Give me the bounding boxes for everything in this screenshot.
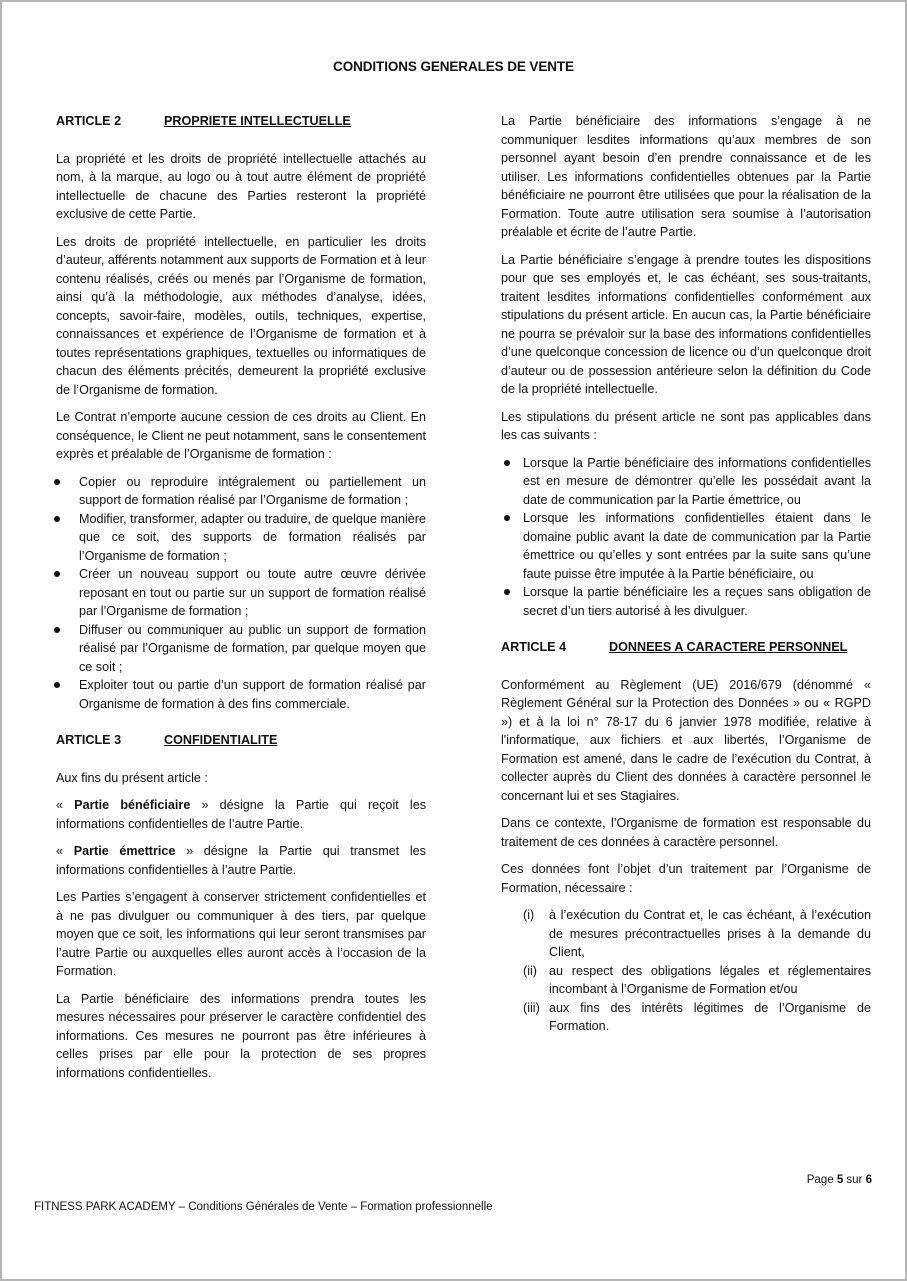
definition-text: » désigne la Partie qui reçoit les informations confidentielles de l’autre Partie. — [56, 798, 426, 831]
paragraph: Les Parties s’engagent à conserver strictement confidentielles et à ne pas divulguer ou communiquer à des tiers, par quelque moyen que ce soit, les informations qui leur seront transmises par l’autre Partie ou auxquelles elles auront accès à l’occasion de la Formation. — [56, 890, 426, 978]
paragraph: La propriété et les droits de propriété intellectuelle attachés au nom, à la marque, au logo ou à tout autre élément de propriété intellectuelle de chacune des Parties resteront la propriété exclusive de cette Partie. — [56, 151, 426, 221]
list-item-text: à l’exécution du Contrat et, le cas échéant, à l’exécution de mesures précontractuelles prises à la demande du Client, — [549, 908, 871, 959]
bullet-icon — [54, 571, 60, 577]
bullet-icon — [504, 589, 510, 595]
list-item-text: Exploiter tout ou partie d’un support de formation réalisé par Organisme de formation à des fins commerciale. — [79, 678, 426, 711]
footer-text: FITNESS PARK ACADEMY – Conditions Générales de Vente – Formation professionnelle — [34, 1201, 493, 1213]
list-marker: (ii) — [523, 963, 537, 978]
article-number: ARTICLE 4 — [501, 640, 567, 654]
list-item — [523, 962, 871, 999]
processing-purposes-list — [501, 906, 871, 1036]
article-title: DONNEES A CARACTERE PERSONNEL — [609, 640, 848, 654]
list-item-text: au respect des obligations légales et réglementaires incombant à l’Organisme de Formation et/ou — [549, 963, 871, 996]
bullet-icon — [504, 460, 510, 466]
article-4-heading — [501, 638, 871, 657]
article-number: ARTICLE 3 — [56, 733, 122, 747]
paragraph: Ces données font l’objet d’un traitement par l’Organisme de Formation, nécessaire : — [501, 862, 871, 895]
list-item-text: Créer un nouveau support ou toute autre œuvre dérivée reposant en tout ou partie sur un support de formation réalisé par l’Organisme de formation ; — [79, 567, 426, 618]
definition-text: » désigne la Partie qui transmet les informations confidentielles à l’autre Partie. — [56, 844, 426, 877]
defined-term: Partie bénéficiaire — [74, 798, 191, 812]
list-marker: (iii) — [523, 1000, 540, 1015]
right-column — [501, 112, 871, 1036]
definition-beneficiary — [56, 796, 426, 833]
quote-open: « — [56, 844, 74, 858]
list-item — [56, 473, 426, 510]
quote-open: « — [56, 798, 75, 812]
page-label: Page — [806, 1174, 837, 1186]
list-marker: (i) — [523, 908, 535, 922]
paragraph: Les stipulations du présent article ne sont pas applicables dans les cas suivants : — [501, 409, 871, 442]
paragraph: Conformément au Règlement (UE) 2016/679 (dénommé « Règlement Général sur la Protection des Données » ou « RGPD ») et à la loi n° 78-17 du 6 janvier 1978 modifiée, relative à l'informatique, aux fichiers et aux libertés, l’Organisme de Formation est amené, dans le cadre de l’exécution du Contrat, à collecter auprès du Client des données à caractère personnel le concernant lui et ses Stagiaires. — [501, 677, 871, 803]
list-item-text: Diffuser ou communiquer au public un support de formation réalisé par l’Organisme de formation, par quelque moyen que ce soit ; — [79, 622, 426, 674]
page-number — [807, 1174, 872, 1186]
list-item-text: Lorsque la Partie bénéficiaire des informations confidentielles est en mesure de démontrer qu’elle les possédait avant la date de communication par la Partie émettrice, ou — [523, 455, 871, 507]
total-pages: 6 — [865, 1174, 872, 1186]
list-item-text: Lorsque la partie bénéficiaire les a reçues sans obligation de secret d’un tiers autorisé à les divulguer. — [523, 585, 871, 618]
paragraph: La Partie bénéficiaire des informations s’engage à ne communiquer lesdites informations qu’aux membres de son personnel ayant besoin d’en prendre connaissance et de les utiliser. Les informations confidentielles obtenues par la Partie bénéficiaire ne pourront être utilisées que pour la réalisation de la Formation. Toute autre utilisation sera soumise à l’autorisation préalable et écrite de l’autre Partie. — [501, 114, 871, 239]
exceptions-list — [501, 454, 871, 621]
document-title: CONDITIONS GENERALES DE VENTE — [333, 59, 574, 74]
list-item — [56, 676, 426, 713]
list-item-text: Modifier, transformer, adapter ou traduire, de quelque manière que ce soit, des supports de formation réalisés par l’Organisme de formation ; — [79, 511, 426, 563]
current-page: 5 — [836, 1174, 844, 1186]
list-item — [501, 583, 871, 620]
bullet-icon — [504, 515, 510, 521]
list-item — [56, 510, 426, 566]
article-2-heading — [56, 112, 426, 131]
list-item-text: Lorsque les informations confidentielles étaient dans le domaine public avant la date de communication par la Partie émettrice ou qu’elles y sont entrées par la suite sans qu’une faute puisse être imputée à la Partie bénéficiaire, ou — [523, 511, 871, 581]
paragraph: Dans ce contexte, l’Organisme de formation est responsable du traitement de ces données à caractère personnel. — [501, 816, 871, 849]
article-number: ARTICLE 2 — [56, 114, 122, 128]
paragraph: La Partie bénéficiaire s’engage à prendre toutes les dispositions pour que ses employés et, le cas échéant, ses sous-traitants, traitent lesdites informations confidentielles conformément aux stipulations du présent article. En aucun cas, la Partie bénéficiaire ne pourra se prévaloir sur la base des informations confidentielles d’une quelconque concession de licence ou d’un quelconque droit d’auteur ou de possession antérieure selon la définition du Code de la propriété intellectuelle. — [501, 252, 871, 396]
article-title: CONFIDENTIALITE — [164, 733, 278, 747]
list-item — [56, 621, 426, 677]
paragraph: Aux fins du présent article : — [56, 770, 208, 785]
definition-issuer — [56, 842, 426, 879]
list-item-text: Copier ou reproduire intégralement ou partiellement un support de formation réalisé par l’Organisme de formation ; — [79, 474, 426, 507]
bullet-icon — [54, 479, 60, 485]
page-separator: sur — [843, 1174, 866, 1186]
article-3-heading — [56, 731, 426, 750]
list-item — [501, 509, 871, 583]
list-item — [523, 999, 871, 1036]
bullet-icon — [54, 682, 60, 688]
paragraph: Le Contrat n’emporte aucune cession de ces droits au Client. En conséquence, le Client ne peut notamment, sans le consentement exprès et préalable de l’Organisme de formation : — [56, 410, 426, 461]
list-item-text: aux fins des intérêts légitimes de l’Organisme de Formation. — [549, 1000, 871, 1033]
defined-term: Partie émettrice — [73, 844, 176, 858]
prohibited-actions-list — [56, 473, 426, 714]
paragraph: La Partie bénéficiaire des informations prendra toutes les mesures nécessaires pour préserver le caractère confidentiel des informations. Ces mesures ne pourront pas être inférieures à celles prises par elle pour la protection de ses propres informations confidentielles. — [56, 991, 426, 1080]
bullet-icon — [54, 516, 60, 522]
article-title: PROPRIETE INTELLECTUELLE — [164, 114, 351, 128]
left-column — [56, 112, 426, 1091]
paragraph: Les droits de propriété intellectuelle, en particulier les droits d’auteur, afférents notamment aux supports de Formation et à leur contenu réalisés, créés ou menés par l’Organisme de formation, ainsi qu’à la méthodologie, aux méthodes d’analyse, idées, concepts, savoir-faire, modèles, outils, techniques, expertise, connaissances et expérience de l’Organisme de formation et à toutes représentations graphiques, textuelles ou informatiques de chacun des éléments précités, demeurent la propriété exclusive de l’Organisme de formation. — [56, 234, 426, 397]
list-item — [501, 454, 871, 510]
list-item — [56, 565, 426, 621]
list-item — [523, 906, 871, 962]
bullet-icon — [54, 627, 60, 633]
